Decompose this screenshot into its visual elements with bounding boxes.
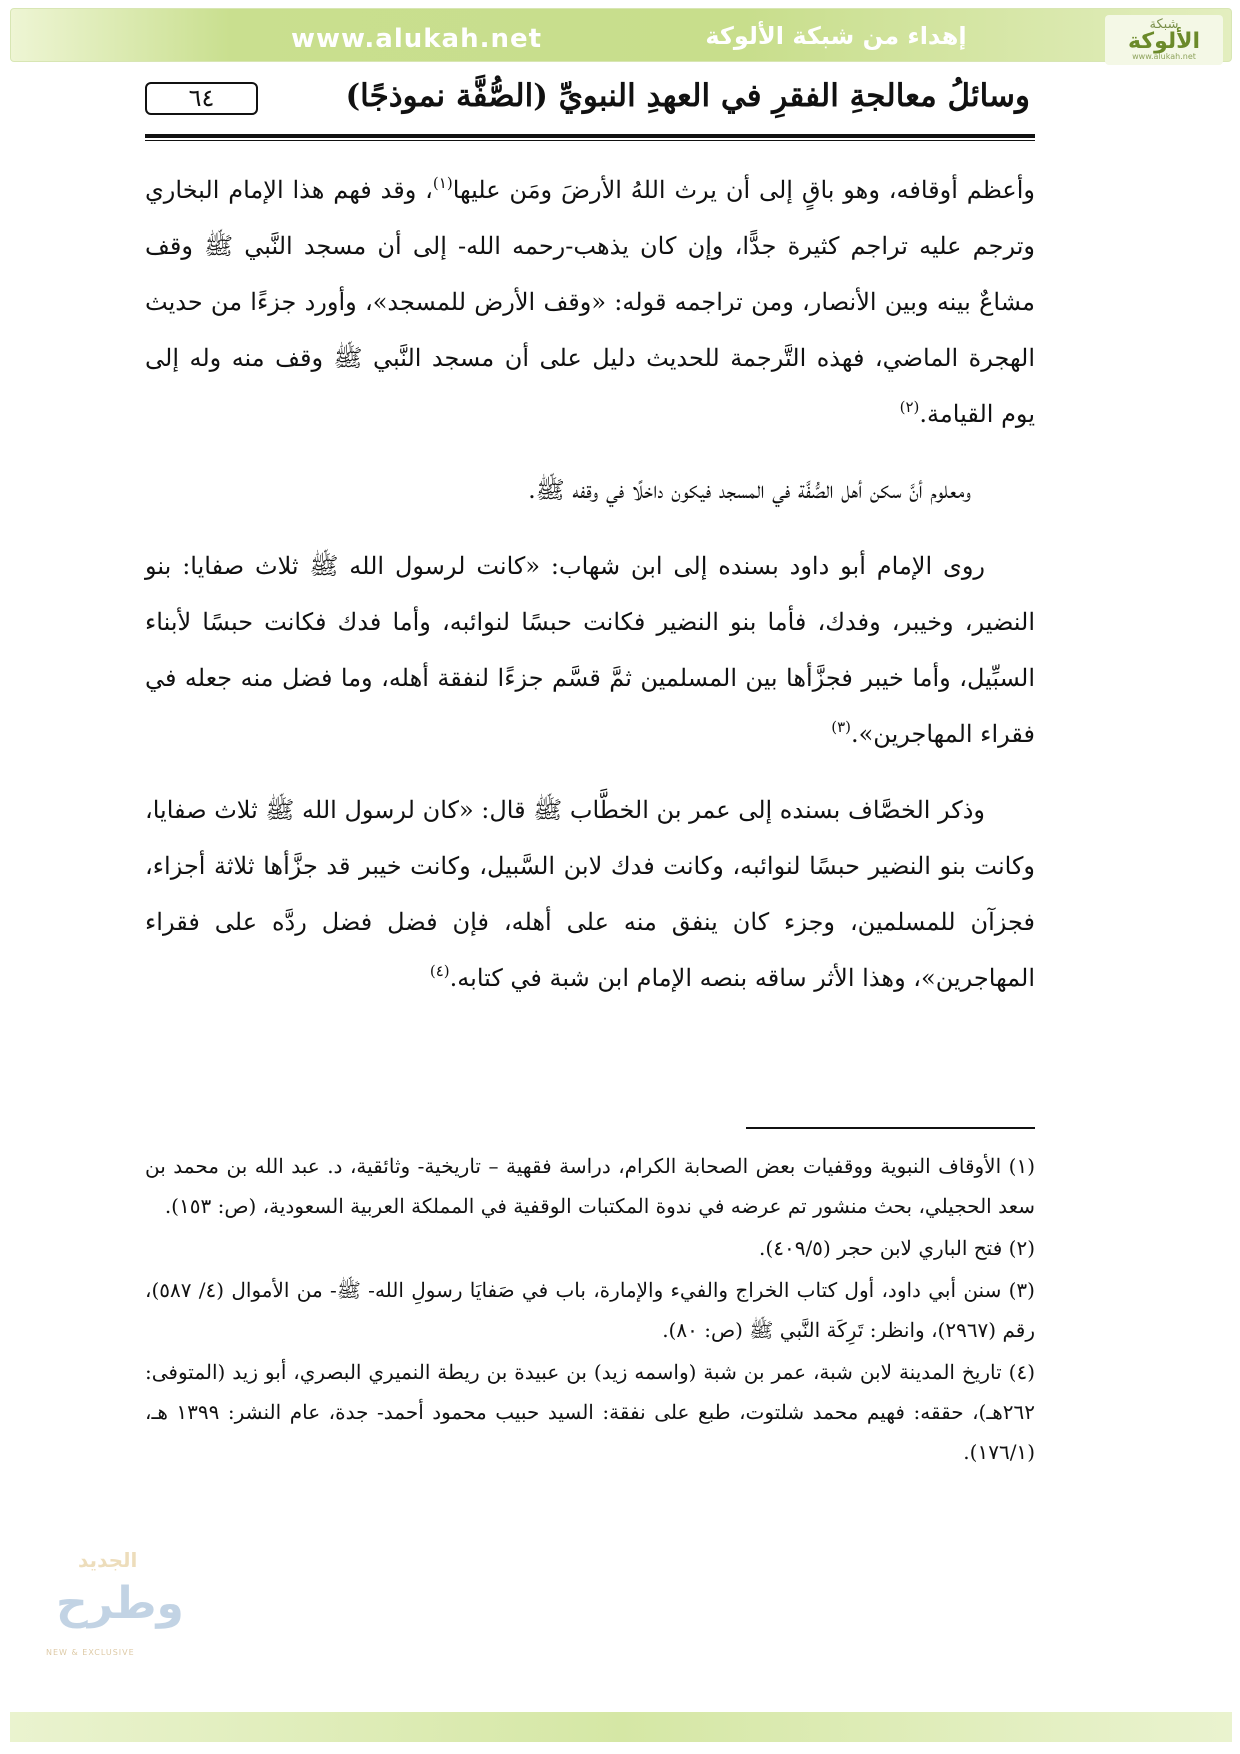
footnotes xyxy=(145,1146,1035,1474)
page-number: ٦٤ xyxy=(145,82,258,115)
footnote-3: (٣) سنن أبي داود، أول كتاب الخراج والفيء والإمارة، باب في صَفايَا رسولِ الله- ﷺ- من الأموال (٤/ ٥٨٧)، رقم (٢٩٦٧)، وانظر: تَرِكَة النَّبي ﷺ (ص: ٨٠). xyxy=(145,1278,1035,1342)
main-text xyxy=(145,162,1035,1006)
paragraph-3 xyxy=(145,538,1035,762)
paragraph-2: ومعلوم أنَّ سكن أهل الصُّفَّة في المسجد فيكون داخلًا في وقفه ﷺ. xyxy=(528,476,971,504)
logo-url: www.alukah.net xyxy=(1132,52,1196,61)
bottom-bar xyxy=(10,1712,1232,1742)
footnote-ref-4[interactable]: (٤) xyxy=(429,962,450,980)
paragraph-1-part-b: ، وقد فهم هذا الإمام البخاري وترجم عليه تراجم كثيرة جدًّا، وإن كان يذهب-رحمه الله- إلى أن مسجد النَّبي ﷺ وقف مشاعٌ بينه وبين الأنصار، ومن تراجمه قوله: «وقف الأرض للمسجد»، وأورد جزءًا من حديث الهجرة الماضي، فهذه التَّرجمة للحديث دليل على أن مسجد النَّبي ﷺ وقف منه وله إلى يوم القيامة. xyxy=(145,176,1035,428)
paragraph-4-text: وذكر الخصَّاف بسنده إلى عمر بن الخطَّاب ﷺ قال: «كان لرسول الله ﷺ ثلاث صفايا، وكانت بنو النضير حبسًا لنوائبه، وكانت فدك لابن السَّبيل، وكانت خيبر قد جزَّأها ثلاثة أجزاء، فجزآن للمسلمين، وجزء كان ينفق منه على أهله، فإن فضل فضل ردَّه على فقراء المهاجرين»، وهذا الأثر ساقه بنصه الإمام ابن شبة في كتابه. xyxy=(145,796,1035,992)
footnote-ref-1[interactable]: (١) xyxy=(432,174,453,192)
footnote-2: (٢) فتح الباري لابن حجر (٤٠٩/٥). xyxy=(759,1236,1035,1260)
new-exclusive-stamp xyxy=(38,1548,184,1666)
header-rule-thin xyxy=(145,140,1035,141)
paragraph-3-text: روى الإمام أبو داود بسنده إلى ابن شهاب: «كانت لرسول الله ﷺ ثلاث صفايا: بنو النضير، وخيبر، وفدك، فأما بنو النضير فكانت حبسًا لنوائبه، وأما فدك فكانت حبسًا لأبناء السبِّيل، وأما خيبر فجزَّأها بين المسلمين ثمَّ قسَّم جزءًا لنفقة أهله، وما فضل منه جعله في فقراء المهاجرين». xyxy=(145,552,1035,748)
footnote-4: (٤) تاريخ المدينة لابن شبة، عمر بن شبة (واسمه زيد) بن عبيدة بن ريطة النميري البصري، أبو زيد (المتوفى: ٢٦٢هـ)، حققه: فهيم محمد شلتوت، طبع على نفقة: السيد حبيب محمود أحمد- جدة، عام النشر: ١٣٩٩ هـ، (١٧٦/١). xyxy=(145,1360,1036,1464)
stamp-top-text: الجديد xyxy=(78,1548,138,1572)
logo-top-text: شبكة xyxy=(1149,17,1179,32)
page-title: وسائلُ معالجةِ الفقرِ في العهدِ النبويِّ (الصُّفَّة نموذجًا) xyxy=(345,78,1030,114)
paragraph-1-part-a: وأعظم أوقافه، وهو باقٍ إلى أن يرث اللهُ الأرضَ ومَن عليها xyxy=(452,176,1036,204)
footnote-ref-3[interactable]: (٣) xyxy=(831,718,851,736)
paragraph-1 xyxy=(145,162,1035,442)
logo-name: الألوكة xyxy=(1127,29,1201,54)
header-rule xyxy=(145,134,1035,138)
site-url[interactable]: www.alukah.net xyxy=(291,24,543,54)
paragraph-4 xyxy=(145,782,1035,1006)
gift-text: إهداء من شبكة الألوكة xyxy=(705,22,967,50)
footnote-separator xyxy=(746,1127,1035,1129)
footnote-1: (١) الأوقاف النبوية ووقفيات بعض الصحابة الكرام، دراسة فقهية – تاريخية- وثائقية، د. عبد الله بن محمد بن سعد الحجيلي، بحث منشور تم عرضه في ندوة المكتبات الوقفية في المملكة العربية السعودية، (ص: ١٥٣). xyxy=(145,1154,1035,1218)
footnote-ref-2[interactable]: (٢) xyxy=(899,398,920,416)
top-banner xyxy=(10,8,1232,62)
stamp-main-text: وطرح xyxy=(56,1578,184,1629)
alukah-logo[interactable] xyxy=(1105,15,1223,65)
stamp-caption: NEW & EXCLUSIVE xyxy=(46,1648,135,1657)
